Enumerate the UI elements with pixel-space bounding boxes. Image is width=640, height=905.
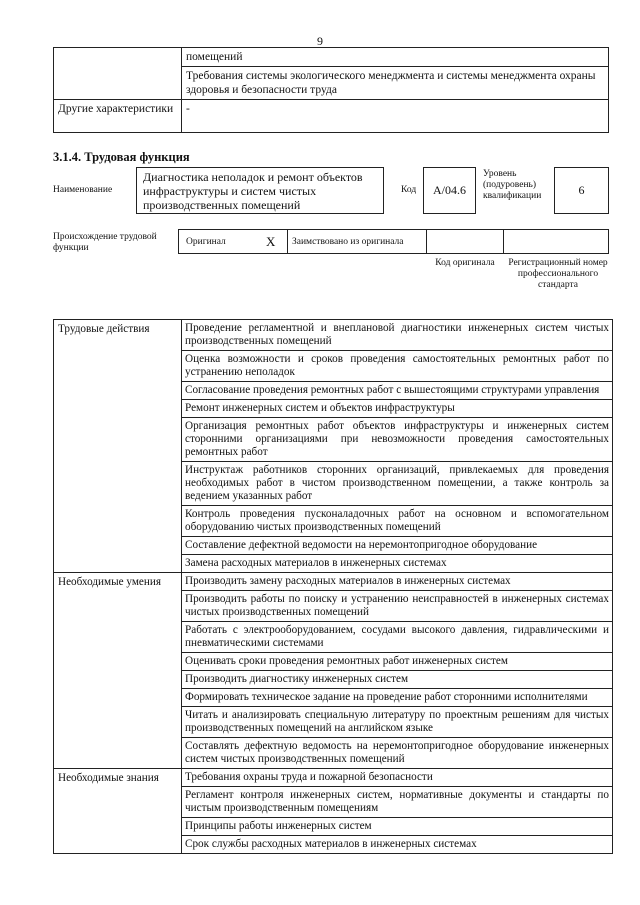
borrowed-label: Заимствовано из оригинала — [292, 237, 404, 247]
table-row — [54, 320, 613, 351]
section-item: Замена расходных материалов в инженерных системах — [182, 555, 613, 573]
level-label: Уровень (подуровень) квалификации — [483, 169, 542, 201]
section-item: Контроль проведения пусконаладочных работ на основном и вспомогательном оборудованию чистых производственных помещений — [182, 506, 613, 537]
section-category: Необходимые знания — [54, 769, 182, 854]
table-row — [54, 573, 613, 591]
level-value: 6 — [554, 167, 609, 214]
section-item: Читать и анализировать специальную литературу по проектным решениям для чистых производственных помещений на английском языке — [182, 707, 613, 738]
section-item: Срок службы расходных материалов в инженерных системах — [182, 836, 613, 854]
divider — [426, 230, 427, 253]
section-item: Производить работы по поиску и устранению неисправностей в инженерных системах чистых производственных помещений — [182, 591, 613, 622]
section-item: Формировать техническое задание на проведение работ сторонними исполнителями — [182, 689, 613, 707]
section-item: Составлять дефектную ведомость на неремонтопригодное оборудование инженерных систем чистых производственных помещений — [182, 738, 613, 769]
section-item: Составление дефектной ведомости на неремонтопригодное оборудование — [182, 537, 613, 555]
section-category: Трудовые действия — [54, 320, 182, 573]
name-value: Диагностика неполадок и ремонт объектов инфраструктуры и систем чистых производственных помещений — [136, 167, 384, 214]
divider — [503, 230, 504, 253]
section-item: Оценивать сроки проведения ремонтных работ инженерных систем — [182, 653, 613, 671]
section-item: Работать с электрооборудованием, сосудами высокого давления, гидравлическими и пневматическими системами — [182, 622, 613, 653]
section-item: Согласование проведения ремонтных работ с вышестоящими структурами управления — [182, 382, 613, 400]
other-characteristics-label: Другие характеристики — [54, 100, 182, 133]
section-item: Производить диагностику инженерных систем — [182, 671, 613, 689]
origin-label: Происхождение трудовой функции — [53, 232, 157, 253]
code-original-caption: Код оригинала — [435, 258, 495, 268]
code-label: Код — [401, 185, 417, 195]
other-characteristics-value: - — [182, 100, 609, 133]
section-item: Инструктаж работников сторонних организаций, привлекаемых для проведения необходимых работ в чистом производственном помещении, а также контроль за ведением указанных работ — [182, 462, 613, 506]
section-item: Проведение регламентной и внеплановой диагностики инженерных систем чистых производственных помещений — [182, 320, 613, 351]
section-item: Требования охраны труда и пожарной безопасности — [182, 769, 613, 787]
table-row — [54, 769, 613, 787]
code-value: А/04.6 — [423, 167, 476, 214]
main-table — [53, 319, 613, 854]
top-table — [53, 47, 609, 133]
section-item: Ремонт инженерных систем и объектов инфраструктуры — [182, 400, 613, 418]
section-item: Оценка возможности и сроков проведения самостоятельных ремонтных работ по устранению неполадок — [182, 351, 613, 382]
section-item: Регламент контроля инженерных систем, нормативные документы и стандарты по чистым производственным помещениям — [182, 787, 613, 818]
section-title: 3.1.4. Трудовая функция — [53, 150, 190, 164]
regnum-caption: Регистрационный номер профессионального стандарта — [508, 258, 608, 290]
name-label: Наименование — [53, 185, 113, 195]
top-table-empty-cell — [54, 48, 182, 100]
section-item: Принципы работы инженерных систем — [182, 818, 613, 836]
top-table-row1: помещений — [182, 48, 609, 67]
original-label: Оригинал — [186, 237, 226, 247]
section-item: Производить замену расходных материалов в инженерных системах — [182, 573, 613, 591]
section-category: Необходимые умения — [54, 573, 182, 769]
origin-row — [178, 229, 609, 254]
section-item: Организация ремонтных работ объектов инфраструктуры и инженерных систем сторонними организациями при невозможности проведения самостоятельных ремонтных работ — [182, 418, 613, 462]
top-table-row2: Требования системы экологического менеджмента и системы менеджмента охраны здоровья и безопасности труда — [182, 67, 609, 100]
original-mark: X — [266, 234, 276, 249]
page-number: 9 — [317, 34, 323, 48]
divider — [287, 230, 288, 253]
